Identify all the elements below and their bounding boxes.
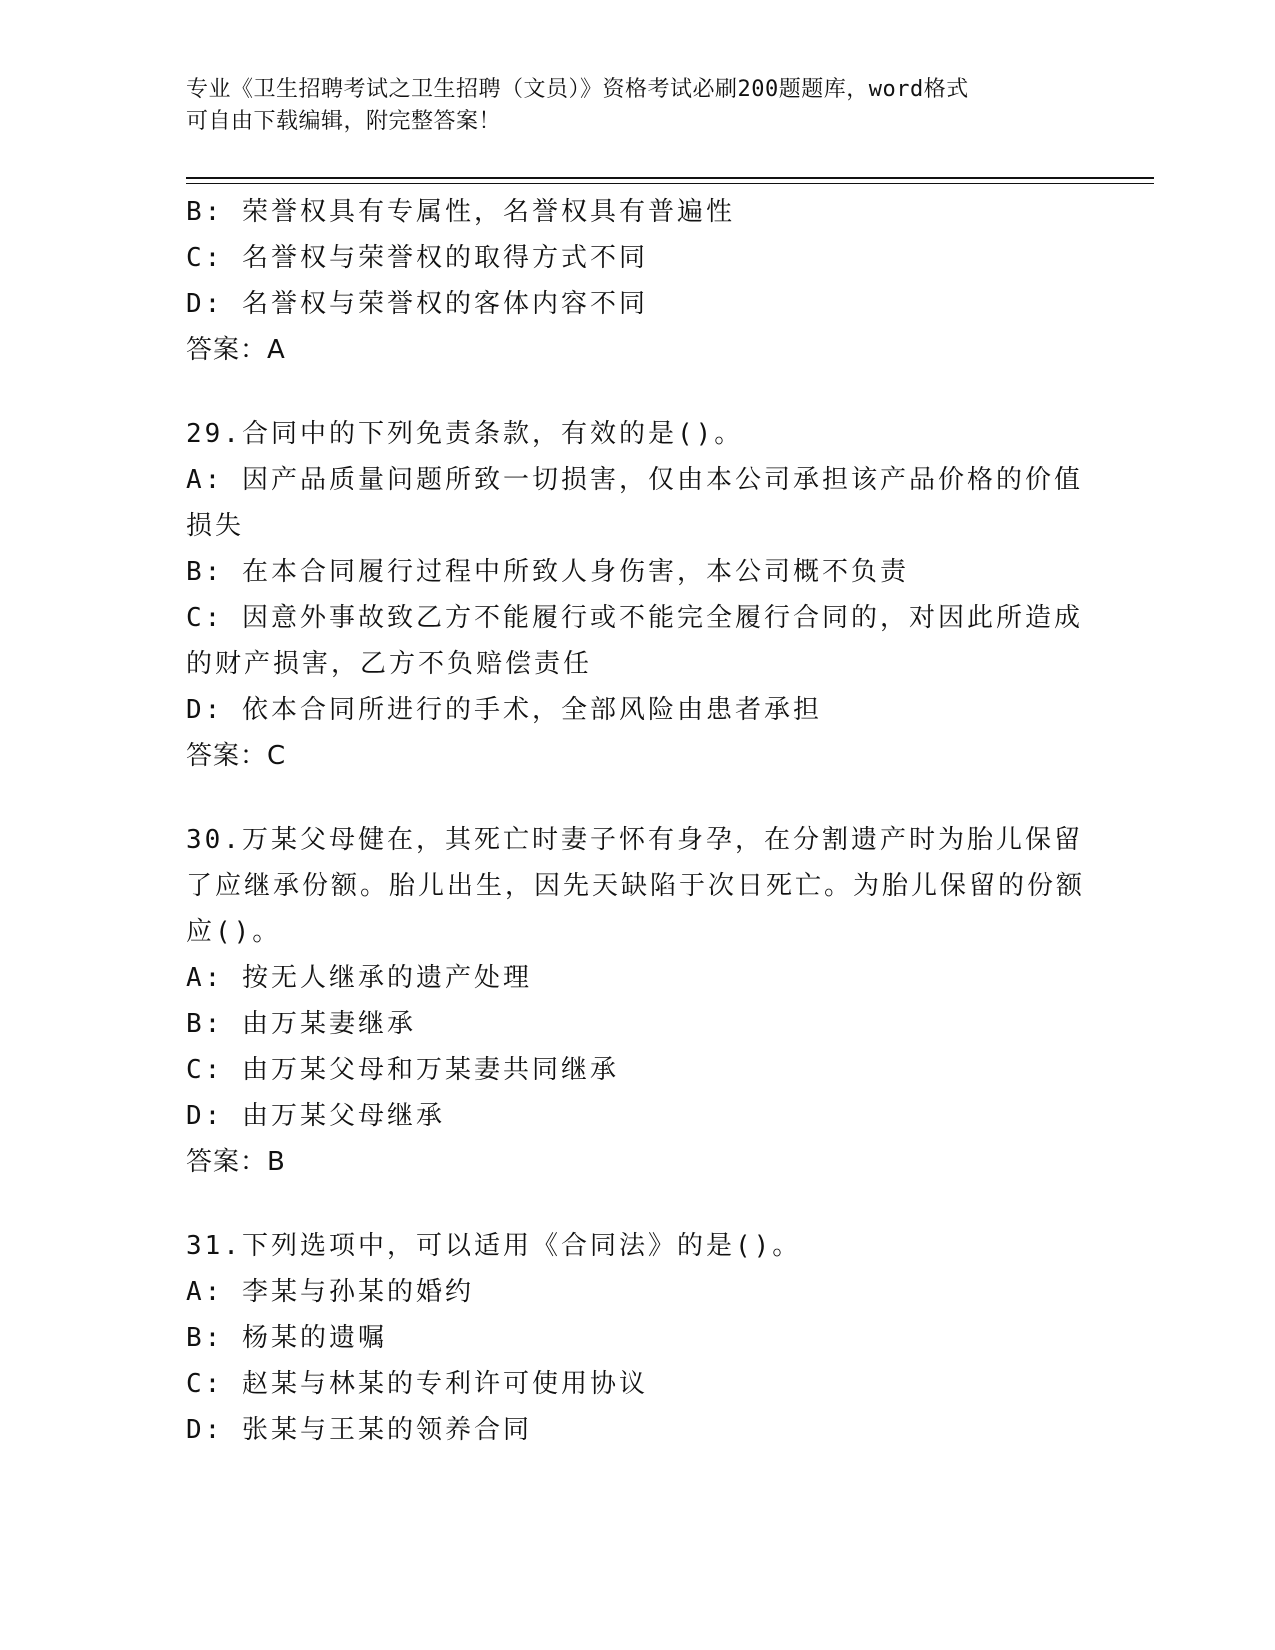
spacer (186, 373, 1086, 411)
option-d: D: 由万某父母继承 (186, 1101, 445, 1131)
spacer (186, 1185, 1086, 1223)
header-line-1: 专业《卫生招聘考试之卫生招聘（文员）》资格考试必刷200题题库，word格式 (186, 77, 969, 102)
answer-line: 答案：C (186, 741, 287, 771)
option-b: B: 在本合同履行过程中所致人身伤害，本公司概不负责 (186, 557, 909, 587)
question-stem: 30.万某父母健在，其死亡时妻子怀有身孕，在分割遗产时为胎儿保留了应继承份额。胎儿出生，因先天缺陷于次日死亡。为胎儿保留的份额应()。 (186, 825, 1086, 947)
option-d: D: 名誉权与荣誉权的客体内容不同 (186, 289, 648, 319)
question-29 (186, 411, 1086, 779)
document-body (186, 189, 1086, 1453)
spacer (186, 779, 1086, 817)
option-a: A: 李某与孙某的婚约 (186, 1277, 474, 1307)
answer-line: 答案：B (186, 1147, 286, 1177)
question-31 (186, 1223, 1086, 1453)
document-header (186, 74, 1086, 138)
option-c: C: 名誉权与荣誉权的取得方式不同 (186, 243, 648, 273)
option-d: D: 依本合同所进行的手术，全部风险由患者承担 (186, 695, 822, 725)
question-stem: 31.下列选项中，可以适用《合同法》的是()。 (186, 1231, 802, 1261)
option-c: C: 赵某与林某的专利许可使用协议 (186, 1369, 648, 1399)
option-d: D: 张某与王某的领养合同 (186, 1415, 532, 1445)
option-a: A: 按无人继承的遗产处理 (186, 963, 532, 993)
option-b: B: 杨某的遗嘱 (186, 1323, 387, 1353)
question-30 (186, 817, 1086, 1185)
option-c: C: 由万某父母和万某妻共同继承 (186, 1055, 619, 1085)
header-divider-thin (186, 183, 1154, 184)
option-c: C: 因意外事故致乙方不能履行或不能完全履行合同的，对因此所造成的财产损害，乙方不负赔偿责任 (186, 603, 1083, 679)
header-line-2: 可自由下载编辑，附完整答案！ (186, 109, 502, 134)
option-a: A: 因产品质量问题所致一切损害，仅由本公司承担该产品价格的价值损失 (186, 465, 1083, 541)
header-divider-thick (186, 177, 1154, 179)
answer-line: 答案：A (186, 335, 286, 365)
previous-question-tail (186, 189, 1086, 373)
option-b: B: 荣誉权具有专属性，名誉权具有普遍性 (186, 197, 735, 227)
question-stem: 29.合同中的下列免责条款，有效的是()。 (186, 419, 744, 449)
option-b: B: 由万某妻继承 (186, 1009, 416, 1039)
